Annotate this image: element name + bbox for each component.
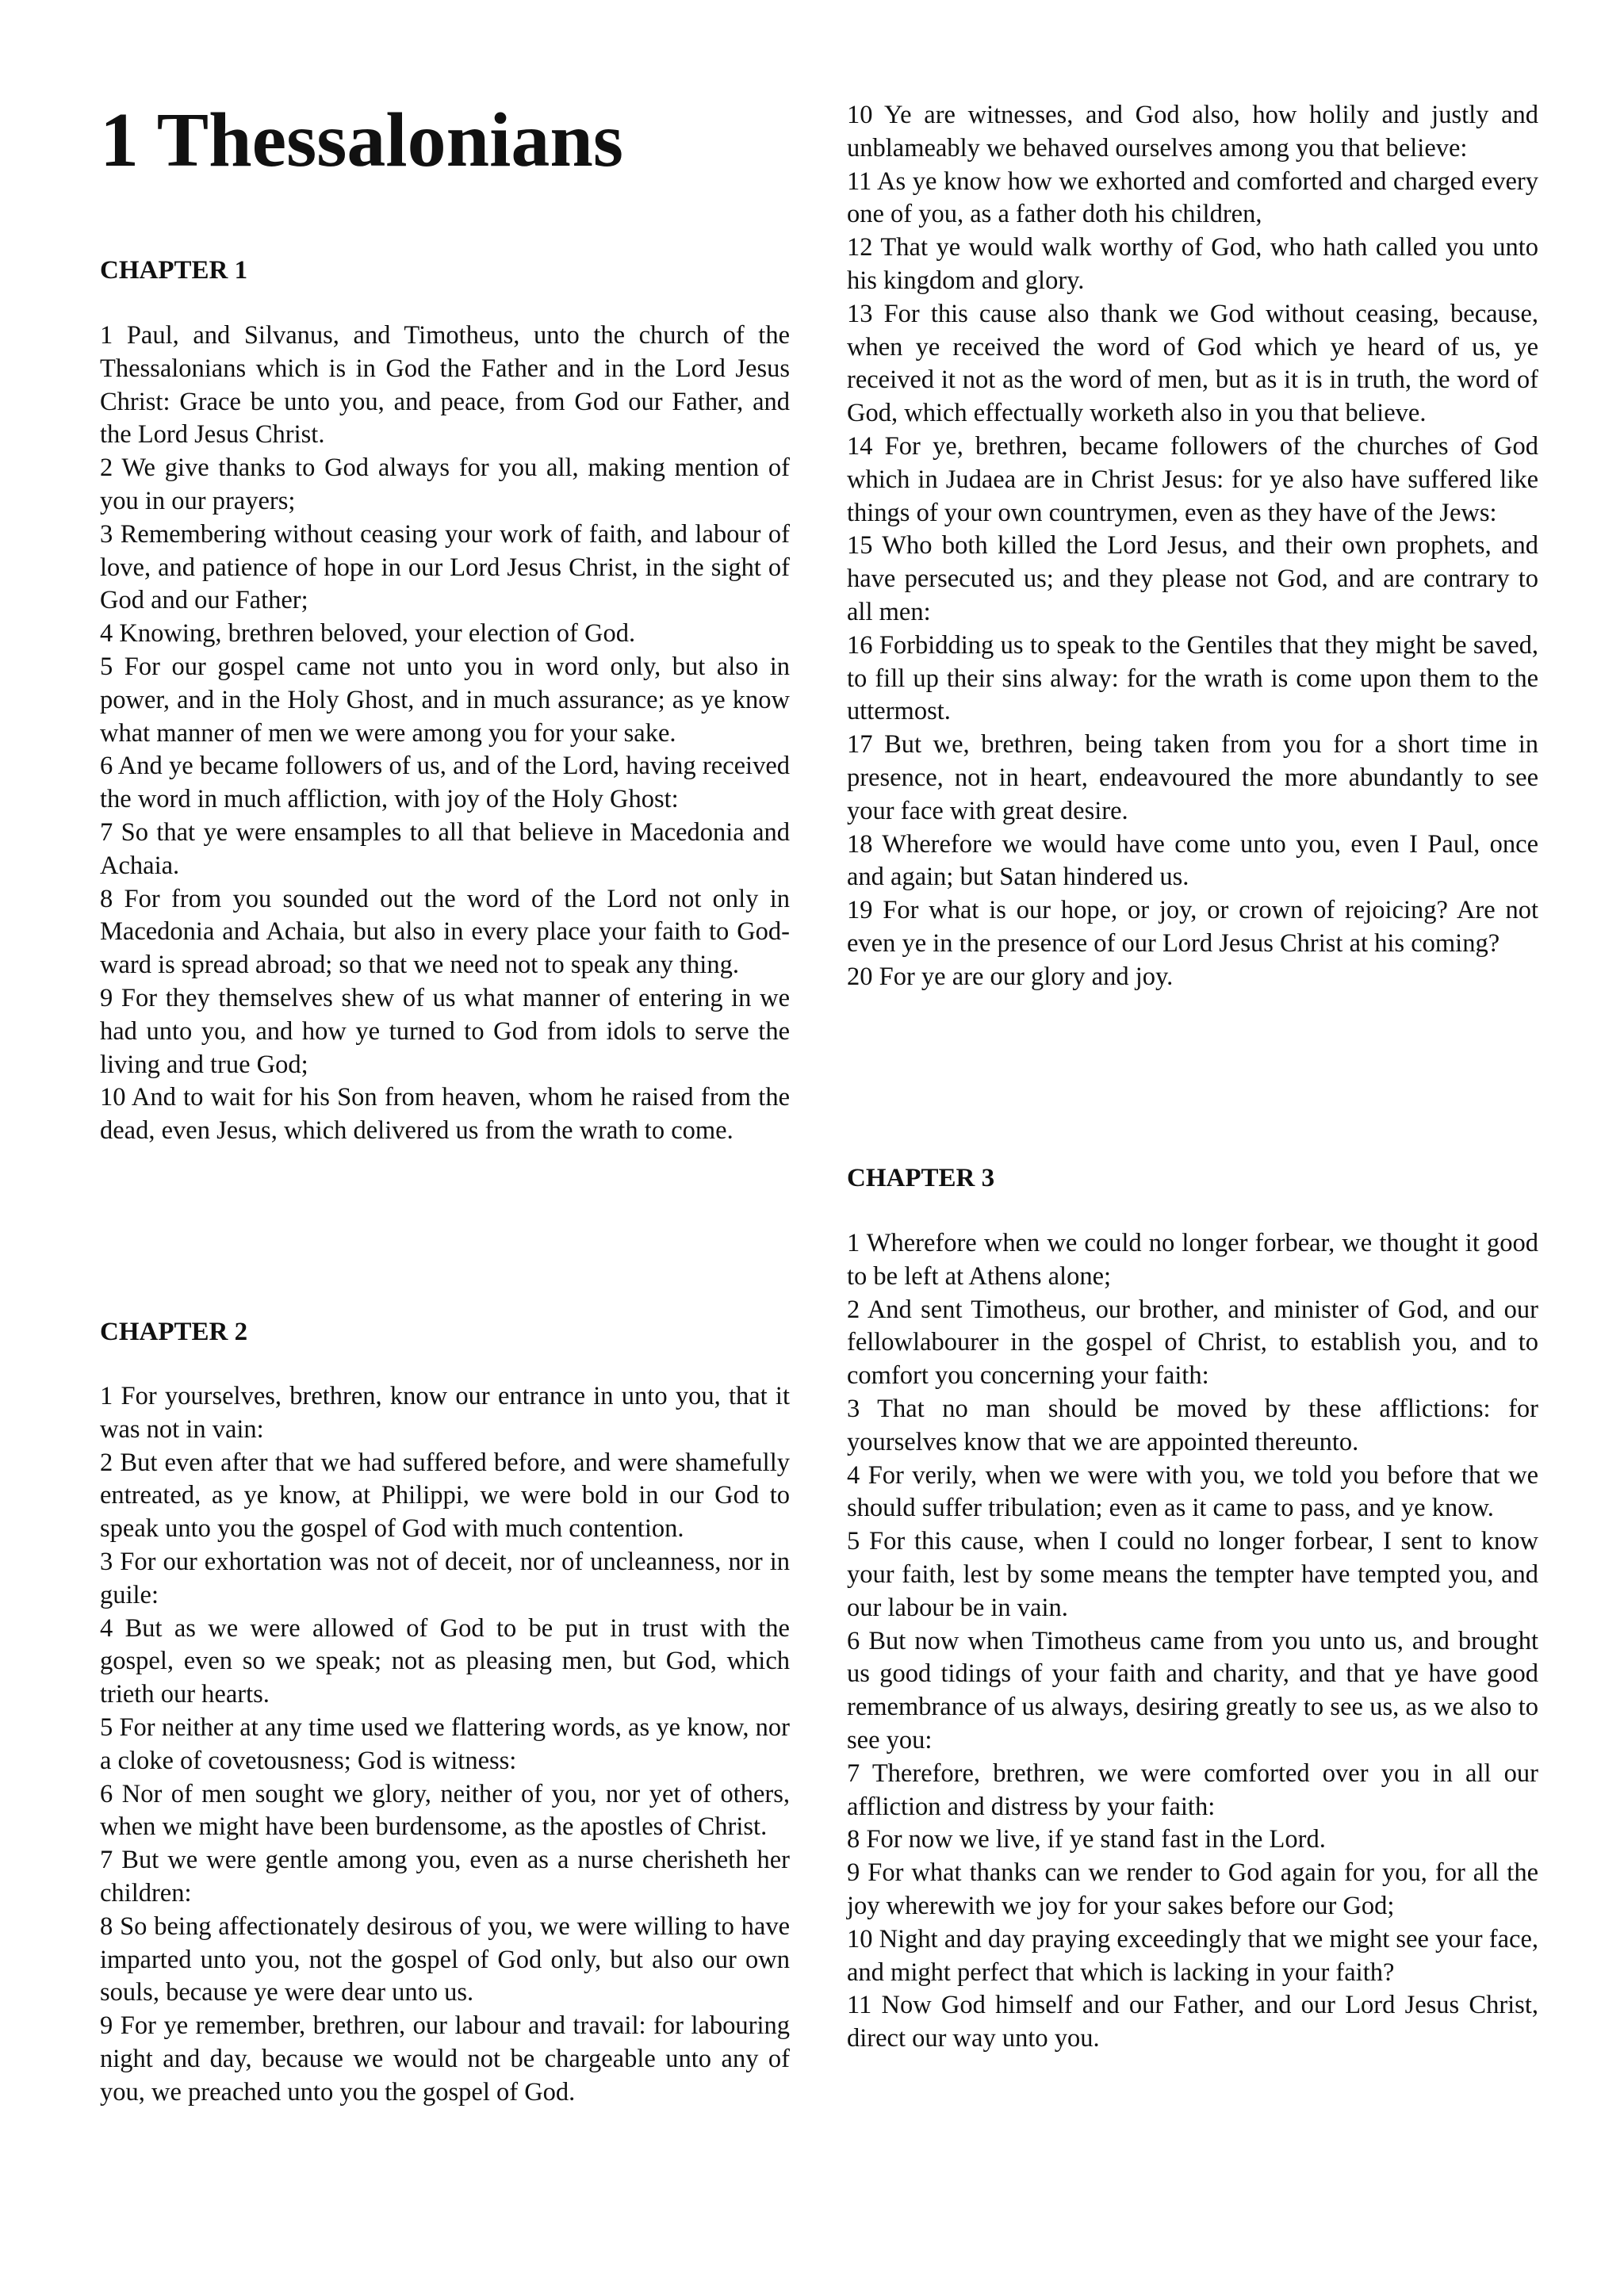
verse: 3 Remembering without ceasing your work of faith, and labour of love, and patience of hope in our Lord Jesus Christ, in the sight of God and our Father; <box>100 519 790 615</box>
chapter-1-verses <box>100 320 790 1148</box>
verse: 16 Forbidding us to speak to the Gentiles that they might be saved, to fill up their sins alway: for the wrath is come upon them to the uttermost. <box>847 630 1538 726</box>
verse: 5 For our gospel came not unto you in word only, but also in power, and in the Holy Ghost, and in much assurance; as ye know what manner of men we were among you for your sake. <box>100 652 790 748</box>
verse: 15 Who both killed the Lord Jesus, and their own prophets, and have persecuted us; and they please not God, and are contrary to all men: <box>847 531 1538 626</box>
verse: 17 But we, brethren, being taken from you for a short time in presence, not in heart, endeavoured the more abundantly to see your face with great desire. <box>847 730 1538 825</box>
verse: 6 Nor of men sought we glory, neither of you, nor yet of others, when we might have been burdensome, as the apostles of Christ. <box>100 1779 790 1842</box>
verse: 5 For neither at any time used we flattering words, as ye know, nor a cloke of covetousness; God is witness: <box>100 1712 790 1775</box>
verse: 1 Wherefore when we could no longer forbear, we thought it good to be left at Athens alone; <box>847 1229 1538 1291</box>
verse: 6 But now when Timotheus came from you unto us, and brought us good tidings of your faith and charity, and that ye have good remembrance of us always, desiring greatly to see us, as we also to see you: <box>847 1626 1538 1755</box>
book-title: 1 Thessalonians <box>100 98 623 183</box>
chapter-heading-3: CHAPTER 3 <box>847 1164 995 1192</box>
verse: 8 So being affectionately desirous of you, we were willing to have imparted unto you, not the gospel of God only, but also our own souls, because ye were dear unto us. <box>100 1911 790 2007</box>
verse: 1 For yourselves, brethren, know our entrance in unto you, that it was not in vain: <box>100 1382 790 1444</box>
verse: 9 For what thanks can we render to God again for you, for all the joy wherewith we joy for your sakes before our God; <box>847 1858 1538 1920</box>
verse: 2 And sent Timotheus, our brother, and minister of God, and our fellowlabourer in the gospel of Christ, to establish you, and to comfort you concerning your faith: <box>847 1295 1538 1391</box>
verse: 13 For this cause also thank we God without ceasing, because, when ye received the word of God which ye heard of us, ye received it not as the word of men, but as it is in truth, the word of God, which effectually worketh also in you that believe. <box>847 299 1538 428</box>
verse: 7 So that ye were ensamples to all that believe in Macedonia and Achaia. <box>100 817 790 880</box>
verse: 11 As ye know how we exhorted and comforted and charged every one of you, as a father doth his children, <box>847 166 1538 229</box>
verse: 12 That ye would walk worthy of God, who hath called you unto his kingdom and glory. <box>847 233 1538 295</box>
verse: 19 For what is our hope, or joy, or crown of rejoicing? Are not even ye in the presence of our Lord Jesus Christ at his coming? <box>847 896 1538 958</box>
verse: 4 Knowing, brethren beloved, your election of God. <box>100 619 636 649</box>
verse: 4 But as we were allowed of God to be put in trust with the gospel, even so we speak; not as pleasing men, but God, which trieth our hearts. <box>100 1613 790 1709</box>
verse: 2 We give thanks to God always for you all, making mention of you in our prayers; <box>100 453 790 515</box>
verse: 4 For verily, when we were with you, we told you before that we should suffer tribulation; even as it came to pass, and ye know. <box>847 1460 1538 1523</box>
chapter-3-verses <box>847 1227 1538 2056</box>
verse: 8 For from you sounded out the word of the Lord not only in Macedonia and Achaia, but also in every place your faith to God-ward is spread abroad; so that we need not to speak any thing. <box>100 884 790 980</box>
verse: 3 For our exhortation was not of deceit, nor of uncleanness, nor in guile: <box>100 1547 790 1609</box>
verse: 8 For now we live, if ye stand fast in the Lord. <box>847 1825 1326 1854</box>
verse: 7 But we were gentle among you, even as a nurse cherisheth her children: <box>100 1846 790 1908</box>
chapter-heading-2: CHAPTER 2 <box>100 1318 248 1346</box>
verse: 5 For this cause, when I could no longer forbear, I sent to know your faith, lest by some means the tempter have tempted you, and our labour be in vain. <box>847 1527 1538 1622</box>
chapter-2-verses-left <box>100 1380 790 2110</box>
verse: 18 Wherefore we would have come unto you, even I Paul, once and again; but Satan hindered us. <box>847 829 1538 892</box>
verse: 3 That no man should be moved by these afflictions: for yourselves know that we are appointed thereunto. <box>847 1394 1538 1456</box>
verse: 10 Ye are witnesses, and God also, how holily and justly and unblameably we behaved ourselves among you that believe: <box>847 101 1538 163</box>
chapter-2-verses-right <box>847 99 1538 994</box>
verse: 9 For they themselves shew of us what manner of entering in we had unto you, and how ye turned to God from idols to serve the living and true God; <box>100 983 790 1079</box>
verse: 2 But even after that we had suffered before, and were shamefully entreated, as ye know, at Philippi, we were bold in our God to speak unto you the gospel of God with much contention. <box>100 1448 790 1544</box>
verse: 10 Night and day praying exceedingly that we might see your face, and might perfect that which is lacking in your faith? <box>847 1924 1538 1987</box>
verse: 14 For ye, brethren, became followers of the churches of God which in Judaea are in Christ Jesus: for ye also have suffered like things of your own countrymen, even as they have of the Jews: <box>847 431 1538 527</box>
verse: 10 And to wait for his Son from heaven, whom he raised from the dead, even Jesus, which delivered us from the wrath to come. <box>100 1083 790 1146</box>
verse: 20 For ye are our glory and joy. <box>847 962 1174 991</box>
verse: 1 Paul, and Silvanus, and Timotheus, unto the church of the Thessalonians which is in God the Father and in the Lord Jesus Christ: Grace be unto you, and peace, from God our Father, and the Lord Jesus Christ. <box>100 321 790 450</box>
chapter-heading-1: CHAPTER 1 <box>100 256 248 285</box>
verse: 7 Therefore, brethren, we were comforted over you in all our affliction and distress by your faith: <box>847 1758 1538 1821</box>
verse: 11 Now God himself and our Father, and our Lord Jesus Christ, direct our way unto you. <box>847 1991 1538 2053</box>
verse: 9 For ye remember, brethren, our labour and travail: for labouring night and day, because we would not be chargeable unto any of you, we preached unto you the gospel of God. <box>100 2011 790 2107</box>
verse: 6 And ye became followers of us, and of the Lord, having received the word in much affliction, with joy of the Holy Ghost: <box>100 752 790 814</box>
